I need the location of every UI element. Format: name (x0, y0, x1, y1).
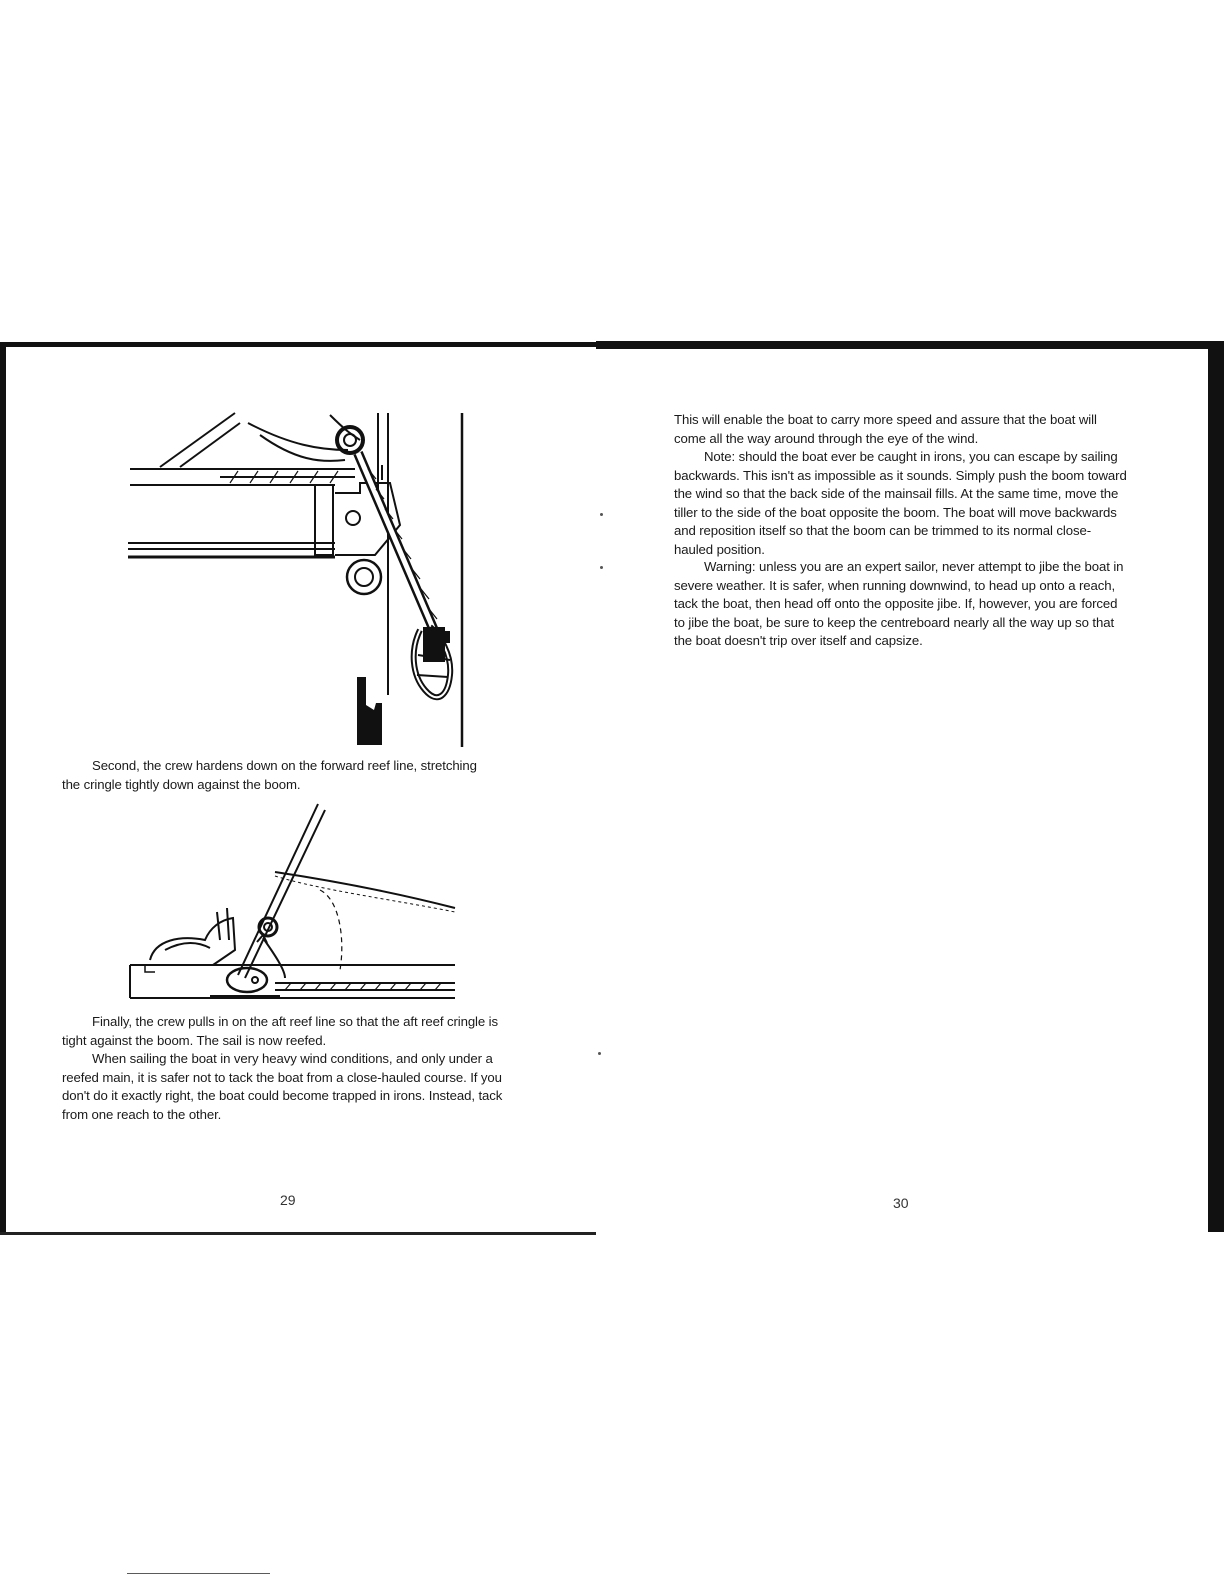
page-number-right: 30 (893, 1195, 909, 1211)
gutter-mark (600, 513, 603, 516)
right-paragraph-note: Note: should the boat ever be caught in irons, you can escape by sailing backwards. This isn't as impossible as it sounds. Simply push the boom toward the wind so that the back side of the mainsail fills. At the same time, move the tiller to the side of the boat opposite the boom. The boat will move backwards and reposition itself so that the boom can be trimmed to its normal close-hauled position. (674, 449, 1127, 557)
scan-edge-bottom-left (0, 1232, 596, 1235)
left-body-paragraph: When sailing the boat in very heavy wind conditions, and only under a reefed main, it is safer not to tack the boat from a close-hauled course. If you don't do it exactly right, the boat could become trapped in irons. Instead, tack from one reach to the other. (62, 1051, 503, 1122)
caption-forward-reef: Second, the crew hardens down on the forward reef line, stretching the cringle tightly down against the boom. (62, 758, 477, 792)
scan-edge-top-left (0, 342, 596, 347)
forward-reef-cringle-illustration (120, 405, 470, 750)
aft-reef-cringle-illustration (125, 800, 465, 1005)
scan-edge-top-right (596, 341, 1224, 349)
gutter-mark (600, 566, 603, 569)
right-paragraph-warning: Warning: unless you are an expert sailor, never attempt to jibe the boat in severe weather. It is safer, when running downwind, to head up onto a reach, tack the boat, then head off onto the opposite jibe. If, however, you are forced to jibe the boat, be sure to keep the centreboard nearly all the way up so that the boat doesn't trip over itself and capsize. (674, 559, 1124, 648)
page-number-left: 29 (280, 1192, 296, 1208)
caption-aft-reef: Finally, the crew pulls in on the aft reef line so that the aft reef cringle is tight against the boom. The sail is now reefed. (62, 1014, 499, 1048)
right-paragraph-continued: This will enable the boat to carry more speed and assure that the boat will come all the way around through the eye of the wind. (674, 412, 1097, 446)
gutter-mark (598, 1052, 601, 1055)
scan-edge-left (0, 342, 6, 1235)
scan-edge-right (1208, 342, 1224, 1232)
underline-rule (127, 1573, 270, 1574)
